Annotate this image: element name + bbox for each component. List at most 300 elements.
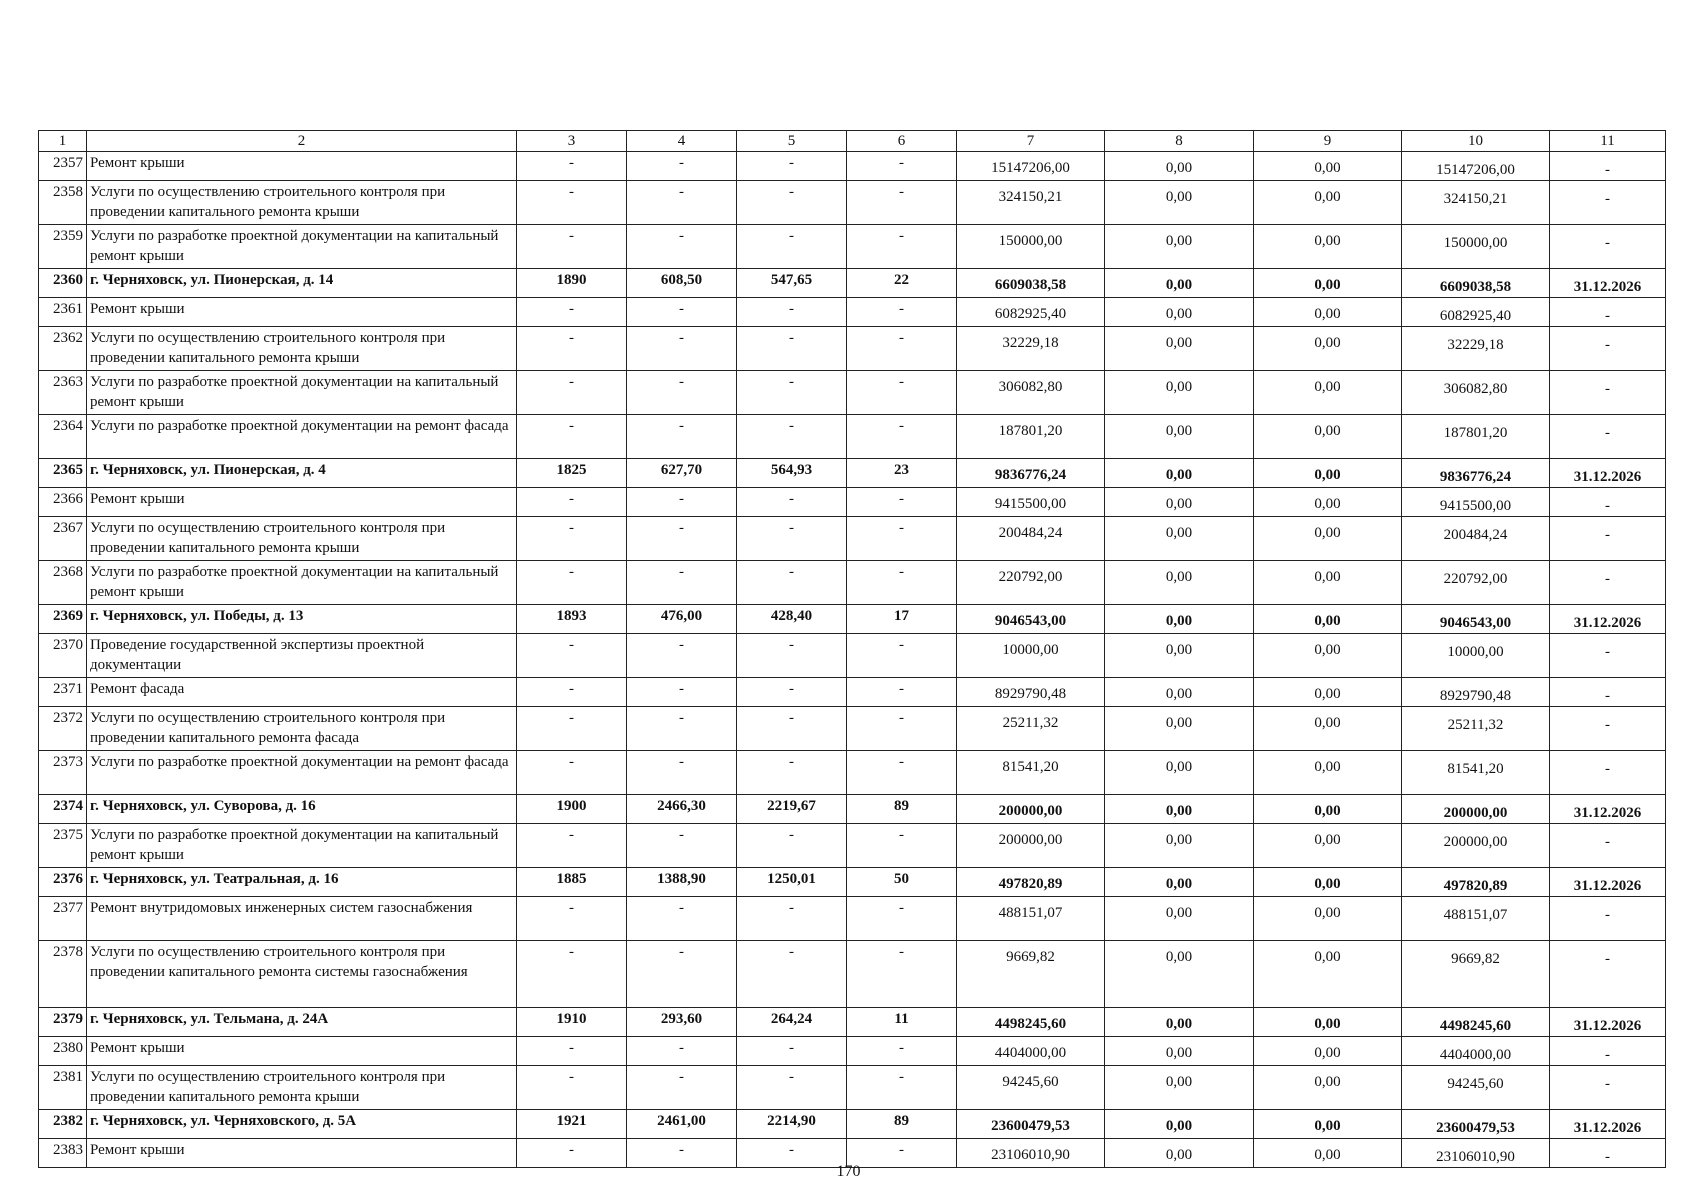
total-cost-cell: 8929790,48: [957, 678, 1105, 707]
regional-funds-cell: 0,00: [1254, 678, 1402, 707]
total-area-cell: -: [627, 1066, 737, 1110]
living-area-cell: -: [737, 941, 847, 1008]
federal-funds-cell: 0,00: [1105, 327, 1254, 371]
column-header: 4: [627, 131, 737, 152]
completion-date-cell: -: [1550, 371, 1666, 415]
completion-date-cell: -: [1550, 488, 1666, 517]
federal-funds-cell: 0,00: [1105, 225, 1254, 269]
work-item-row: [39, 897, 1666, 941]
owners-funds-cell: 220792,00: [1402, 561, 1550, 605]
living-area-cell: -: [737, 152, 847, 181]
total-area-cell: -: [627, 327, 737, 371]
total-area-cell: -: [627, 678, 737, 707]
completion-date-cell: -: [1550, 517, 1666, 561]
owners-funds-cell: 94245,60: [1402, 1066, 1550, 1110]
row-number-cell: 2357: [39, 152, 87, 181]
work-item-row: [39, 561, 1666, 605]
total-area-cell: -: [627, 634, 737, 678]
row-number-cell: 2364: [39, 415, 87, 459]
completion-date-cell: -: [1550, 561, 1666, 605]
living-area-cell: 2214,90: [737, 1110, 847, 1139]
row-number-cell: 2379: [39, 1008, 87, 1037]
total-cost-cell: 306082,80: [957, 371, 1105, 415]
owners-funds-cell: 9669,82: [1402, 941, 1550, 1008]
total-cost-cell: 6609038,58: [957, 269, 1105, 298]
completion-date-cell: 31.12.2026: [1550, 605, 1666, 634]
regional-funds-cell: 0,00: [1254, 824, 1402, 868]
living-area-cell: -: [737, 751, 847, 795]
federal-funds-cell: 0,00: [1105, 868, 1254, 897]
work-description-cell: Ремонт крыши: [87, 1139, 517, 1168]
work-description-cell: Услуги по разработке проектной документации на ремонт фасада: [87, 415, 517, 459]
federal-funds-cell: 0,00: [1105, 1008, 1254, 1037]
work-item-row: [39, 1066, 1666, 1110]
address-row: [39, 868, 1666, 897]
repair-program-table: [38, 130, 1666, 1168]
year-built-cell: 1825: [517, 459, 627, 488]
living-area-cell: -: [737, 634, 847, 678]
regional-funds-cell: 0,00: [1254, 707, 1402, 751]
federal-funds-cell: 0,00: [1105, 152, 1254, 181]
residents-count-cell: -: [847, 897, 957, 941]
federal-funds-cell: 0,00: [1105, 751, 1254, 795]
total-area-cell: 1388,90: [627, 868, 737, 897]
total-area-cell: -: [627, 371, 737, 415]
residents-count-cell: -: [847, 488, 957, 517]
work-description-cell: г. Черняховск, ул. Пионерская, д. 14: [87, 269, 517, 298]
completion-date-cell: 31.12.2026: [1550, 1110, 1666, 1139]
residents-count-cell: -: [847, 327, 957, 371]
regional-funds-cell: 0,00: [1254, 605, 1402, 634]
work-item-row: [39, 181, 1666, 225]
federal-funds-cell: 0,00: [1105, 298, 1254, 327]
total-area-cell: -: [627, 707, 737, 751]
work-item-row: [39, 634, 1666, 678]
year-built-cell: -: [517, 488, 627, 517]
residents-count-cell: 23: [847, 459, 957, 488]
owners-funds-cell: 488151,07: [1402, 897, 1550, 941]
total-area-cell: 627,70: [627, 459, 737, 488]
residents-count-cell: -: [847, 751, 957, 795]
completion-date-cell: -: [1550, 415, 1666, 459]
total-area-cell: -: [627, 517, 737, 561]
row-number-cell: 2383: [39, 1139, 87, 1168]
total-cost-cell: 81541,20: [957, 751, 1105, 795]
living-area-cell: -: [737, 181, 847, 225]
work-description-cell: Ремонт крыши: [87, 1037, 517, 1066]
residents-count-cell: -: [847, 181, 957, 225]
total-area-cell: -: [627, 225, 737, 269]
total-area-cell: 2461,00: [627, 1110, 737, 1139]
total-cost-cell: 23600479,53: [957, 1110, 1105, 1139]
work-description-cell: Услуги по разработке проектной документации на капитальный ремонт крыши: [87, 225, 517, 269]
total-area-cell: 293,60: [627, 1008, 737, 1037]
total-area-cell: -: [627, 1139, 737, 1168]
row-number-cell: 2381: [39, 1066, 87, 1110]
year-built-cell: -: [517, 824, 627, 868]
row-number-cell: 2376: [39, 868, 87, 897]
living-area-cell: 564,93: [737, 459, 847, 488]
work-description-cell: Услуги по осуществлению строительного контроля при проведении капитального ремонта крыши: [87, 327, 517, 371]
work-item-row: [39, 415, 1666, 459]
living-area-cell: -: [737, 517, 847, 561]
address-row: [39, 459, 1666, 488]
total-cost-cell: 25211,32: [957, 707, 1105, 751]
owners-funds-cell: 6609038,58: [1402, 269, 1550, 298]
living-area-cell: 264,24: [737, 1008, 847, 1037]
owners-funds-cell: 6082925,40: [1402, 298, 1550, 327]
federal-funds-cell: 0,00: [1105, 459, 1254, 488]
federal-funds-cell: 0,00: [1105, 707, 1254, 751]
owners-funds-cell: 81541,20: [1402, 751, 1550, 795]
row-number-cell: 2373: [39, 751, 87, 795]
residents-count-cell: -: [847, 225, 957, 269]
residents-count-cell: 89: [847, 1110, 957, 1139]
completion-date-cell: 31.12.2026: [1550, 269, 1666, 298]
completion-date-cell: -: [1550, 152, 1666, 181]
work-item-row: [39, 941, 1666, 1008]
living-area-cell: -: [737, 824, 847, 868]
address-row: [39, 605, 1666, 634]
total-area-cell: -: [627, 298, 737, 327]
regional-funds-cell: 0,00: [1254, 459, 1402, 488]
work-description-cell: Ремонт крыши: [87, 488, 517, 517]
living-area-cell: -: [737, 488, 847, 517]
year-built-cell: -: [517, 707, 627, 751]
year-built-cell: -: [517, 517, 627, 561]
year-built-cell: -: [517, 415, 627, 459]
column-header: 6: [847, 131, 957, 152]
residents-count-cell: -: [847, 1066, 957, 1110]
total-cost-cell: 23106010,90: [957, 1139, 1105, 1168]
year-built-cell: -: [517, 561, 627, 605]
address-row: [39, 269, 1666, 298]
owners-funds-cell: 497820,89: [1402, 868, 1550, 897]
federal-funds-cell: 0,00: [1105, 415, 1254, 459]
row-number-cell: 2367: [39, 517, 87, 561]
work-description-cell: Ремонт фасада: [87, 678, 517, 707]
column-header: 5: [737, 131, 847, 152]
total-cost-cell: 200000,00: [957, 824, 1105, 868]
completion-date-cell: 31.12.2026: [1550, 795, 1666, 824]
federal-funds-cell: 0,00: [1105, 1037, 1254, 1066]
federal-funds-cell: 0,00: [1105, 1066, 1254, 1110]
regional-funds-cell: 0,00: [1254, 371, 1402, 415]
completion-date-cell: -: [1550, 1066, 1666, 1110]
year-built-cell: -: [517, 634, 627, 678]
work-description-cell: Проведение государственной экспертизы проектной документации: [87, 634, 517, 678]
federal-funds-cell: 0,00: [1105, 488, 1254, 517]
total-area-cell: -: [627, 897, 737, 941]
total-cost-cell: 9836776,24: [957, 459, 1105, 488]
work-item-row: [39, 371, 1666, 415]
total-area-cell: -: [627, 941, 737, 1008]
completion-date-cell: -: [1550, 751, 1666, 795]
regional-funds-cell: 0,00: [1254, 751, 1402, 795]
regional-funds-cell: 0,00: [1254, 225, 1402, 269]
completion-date-cell: -: [1550, 298, 1666, 327]
federal-funds-cell: 0,00: [1105, 371, 1254, 415]
row-number-cell: 2359: [39, 225, 87, 269]
completion-date-cell: 31.12.2026: [1550, 1008, 1666, 1037]
residents-count-cell: -: [847, 634, 957, 678]
regional-funds-cell: 0,00: [1254, 517, 1402, 561]
federal-funds-cell: 0,00: [1105, 795, 1254, 824]
page-number: 170: [836, 1163, 861, 1180]
owners-funds-cell: 23106010,90: [1402, 1139, 1550, 1168]
owners-funds-cell: 8929790,48: [1402, 678, 1550, 707]
row-number-cell: 2369: [39, 605, 87, 634]
total-area-cell: -: [627, 152, 737, 181]
total-cost-cell: 9415500,00: [957, 488, 1105, 517]
column-header: 9: [1254, 131, 1402, 152]
work-description-cell: Услуги по осуществлению строительного контроля при проведении капитального ремонта крыши: [87, 181, 517, 225]
federal-funds-cell: 0,00: [1105, 605, 1254, 634]
total-area-cell: 476,00: [627, 605, 737, 634]
total-cost-cell: 6082925,40: [957, 298, 1105, 327]
owners-funds-cell: 324150,21: [1402, 181, 1550, 225]
work-description-cell: г. Черняховск, ул. Театральная, д. 16: [87, 868, 517, 897]
year-built-cell: -: [517, 371, 627, 415]
work-description-cell: г. Черняховск, ул. Тельмана, д. 24А: [87, 1008, 517, 1037]
row-number-cell: 2366: [39, 488, 87, 517]
living-area-cell: -: [737, 298, 847, 327]
residents-count-cell: -: [847, 824, 957, 868]
completion-date-cell: -: [1550, 707, 1666, 751]
living-area-cell: 547,65: [737, 269, 847, 298]
living-area-cell: -: [737, 225, 847, 269]
row-number-cell: 2378: [39, 941, 87, 1008]
work-item-row: [39, 298, 1666, 327]
residents-count-cell: -: [847, 707, 957, 751]
regional-funds-cell: 0,00: [1254, 897, 1402, 941]
year-built-cell: -: [517, 1037, 627, 1066]
work-description-cell: Услуги по разработке проектной документации на капитальный ремонт крыши: [87, 561, 517, 605]
year-built-cell: -: [517, 897, 627, 941]
residents-count-cell: -: [847, 678, 957, 707]
owners-funds-cell: 4404000,00: [1402, 1037, 1550, 1066]
total-area-cell: -: [627, 181, 737, 225]
federal-funds-cell: 0,00: [1105, 1139, 1254, 1168]
owners-funds-cell: 306082,80: [1402, 371, 1550, 415]
column-header: 8: [1105, 131, 1254, 152]
completion-date-cell: 31.12.2026: [1550, 868, 1666, 897]
regional-funds-cell: 0,00: [1254, 152, 1402, 181]
residents-count-cell: -: [847, 941, 957, 1008]
total-cost-cell: 9046543,00: [957, 605, 1105, 634]
residents-count-cell: -: [847, 1037, 957, 1066]
row-number-cell: 2372: [39, 707, 87, 751]
living-area-cell: 2219,67: [737, 795, 847, 824]
total-cost-cell: 497820,89: [957, 868, 1105, 897]
work-item-row: [39, 152, 1666, 181]
work-item-row: [39, 1037, 1666, 1066]
column-header: 10: [1402, 131, 1550, 152]
living-area-cell: -: [737, 1037, 847, 1066]
row-number-cell: 2371: [39, 678, 87, 707]
column-header: 2: [87, 131, 517, 152]
federal-funds-cell: 0,00: [1105, 634, 1254, 678]
year-built-cell: -: [517, 152, 627, 181]
total-cost-cell: 9669,82: [957, 941, 1105, 1008]
year-built-cell: -: [517, 181, 627, 225]
completion-date-cell: -: [1550, 897, 1666, 941]
owners-funds-cell: 9836776,24: [1402, 459, 1550, 488]
total-area-cell: 2466,30: [627, 795, 737, 824]
column-number-header-row: [39, 131, 1666, 152]
work-description-cell: Ремонт крыши: [87, 152, 517, 181]
total-area-cell: -: [627, 488, 737, 517]
owners-funds-cell: 4498245,60: [1402, 1008, 1550, 1037]
work-item-row: [39, 824, 1666, 868]
year-built-cell: -: [517, 1066, 627, 1110]
living-area-cell: 428,40: [737, 605, 847, 634]
residents-count-cell: 11: [847, 1008, 957, 1037]
year-built-cell: 1921: [517, 1110, 627, 1139]
year-built-cell: 1885: [517, 868, 627, 897]
residents-count-cell: 89: [847, 795, 957, 824]
total-area-cell: 608,50: [627, 269, 737, 298]
residents-count-cell: -: [847, 298, 957, 327]
column-header: 7: [957, 131, 1105, 152]
year-built-cell: 1900: [517, 795, 627, 824]
owners-funds-cell: 200484,24: [1402, 517, 1550, 561]
completion-date-cell: -: [1550, 327, 1666, 371]
regional-funds-cell: 0,00: [1254, 1008, 1402, 1037]
regional-funds-cell: 0,00: [1254, 327, 1402, 371]
work-item-row: [39, 225, 1666, 269]
federal-funds-cell: 0,00: [1105, 824, 1254, 868]
living-area-cell: -: [737, 897, 847, 941]
total-cost-cell: 488151,07: [957, 897, 1105, 941]
address-row: [39, 795, 1666, 824]
owners-funds-cell: 150000,00: [1402, 225, 1550, 269]
living-area-cell: 1250,01: [737, 868, 847, 897]
federal-funds-cell: 0,00: [1105, 181, 1254, 225]
federal-funds-cell: 0,00: [1105, 1110, 1254, 1139]
owners-funds-cell: 9415500,00: [1402, 488, 1550, 517]
living-area-cell: -: [737, 415, 847, 459]
row-number-cell: 2380: [39, 1037, 87, 1066]
regional-funds-cell: 0,00: [1254, 941, 1402, 1008]
regional-funds-cell: 0,00: [1254, 795, 1402, 824]
row-number-cell: 2363: [39, 371, 87, 415]
total-cost-cell: 15147206,00: [957, 152, 1105, 181]
completion-date-cell: 31.12.2026: [1550, 459, 1666, 488]
owners-funds-cell: 187801,20: [1402, 415, 1550, 459]
column-header: 11: [1550, 131, 1666, 152]
year-built-cell: -: [517, 941, 627, 1008]
regional-funds-cell: 0,00: [1254, 634, 1402, 678]
completion-date-cell: -: [1550, 634, 1666, 678]
total-cost-cell: 324150,21: [957, 181, 1105, 225]
work-description-cell: г. Черняховск, ул. Пионерская, д. 4: [87, 459, 517, 488]
row-number-cell: 2375: [39, 824, 87, 868]
year-built-cell: -: [517, 298, 627, 327]
year-built-cell: -: [517, 327, 627, 371]
address-row: [39, 1110, 1666, 1139]
row-number-cell: 2382: [39, 1110, 87, 1139]
work-description-cell: Ремонт крыши: [87, 298, 517, 327]
year-built-cell: -: [517, 1139, 627, 1168]
row-number-cell: 2370: [39, 634, 87, 678]
column-header: 1: [39, 131, 87, 152]
residents-count-cell: 50: [847, 868, 957, 897]
owners-funds-cell: 9046543,00: [1402, 605, 1550, 634]
work-item-row: [39, 707, 1666, 751]
work-description-cell: Услуги по осуществлению строительного контроля при проведении капитального ремонта фасада: [87, 707, 517, 751]
year-built-cell: -: [517, 225, 627, 269]
federal-funds-cell: 0,00: [1105, 561, 1254, 605]
row-number-cell: 2358: [39, 181, 87, 225]
residents-count-cell: -: [847, 1139, 957, 1168]
living-area-cell: -: [737, 327, 847, 371]
regional-funds-cell: 0,00: [1254, 1139, 1402, 1168]
total-cost-cell: 150000,00: [957, 225, 1105, 269]
total-cost-cell: 10000,00: [957, 634, 1105, 678]
living-area-cell: -: [737, 371, 847, 415]
total-cost-cell: 32229,18: [957, 327, 1105, 371]
work-item-row: [39, 517, 1666, 561]
regional-funds-cell: 0,00: [1254, 269, 1402, 298]
owners-funds-cell: 200000,00: [1402, 824, 1550, 868]
address-row: [39, 1008, 1666, 1037]
year-built-cell: 1910: [517, 1008, 627, 1037]
regional-funds-cell: 0,00: [1254, 1066, 1402, 1110]
work-item-row: [39, 678, 1666, 707]
residents-count-cell: -: [847, 371, 957, 415]
residents-count-cell: -: [847, 152, 957, 181]
row-number-cell: 2374: [39, 795, 87, 824]
owners-funds-cell: 200000,00: [1402, 795, 1550, 824]
residents-count-cell: -: [847, 561, 957, 605]
row-number-cell: 2368: [39, 561, 87, 605]
regional-funds-cell: 0,00: [1254, 1037, 1402, 1066]
completion-date-cell: -: [1550, 181, 1666, 225]
total-area-cell: -: [627, 751, 737, 795]
completion-date-cell: -: [1550, 1139, 1666, 1168]
federal-funds-cell: 0,00: [1105, 517, 1254, 561]
regional-funds-cell: 0,00: [1254, 868, 1402, 897]
total-cost-cell: 200000,00: [957, 795, 1105, 824]
work-description-cell: г. Черняховск, ул. Черняховского, д. 5А: [87, 1110, 517, 1139]
total-cost-cell: 187801,20: [957, 415, 1105, 459]
row-number-cell: 2361: [39, 298, 87, 327]
total-area-cell: -: [627, 561, 737, 605]
regional-funds-cell: 0,00: [1254, 1110, 1402, 1139]
residents-count-cell: 17: [847, 605, 957, 634]
year-built-cell: 1893: [517, 605, 627, 634]
year-built-cell: -: [517, 751, 627, 795]
row-number-cell: 2365: [39, 459, 87, 488]
completion-date-cell: -: [1550, 941, 1666, 1008]
row-number-cell: 2362: [39, 327, 87, 371]
work-item-row: [39, 327, 1666, 371]
total-cost-cell: 94245,60: [957, 1066, 1105, 1110]
owners-funds-cell: 23600479,53: [1402, 1110, 1550, 1139]
regional-funds-cell: 0,00: [1254, 561, 1402, 605]
residents-count-cell: -: [847, 517, 957, 561]
total-cost-cell: 4404000,00: [957, 1037, 1105, 1066]
regional-funds-cell: 0,00: [1254, 298, 1402, 327]
year-built-cell: -: [517, 678, 627, 707]
work-description-cell: Услуги по осуществлению строительного контроля при проведении капитального ремонта крыши: [87, 1066, 517, 1110]
completion-date-cell: -: [1550, 678, 1666, 707]
work-description-cell: Услуги по разработке проектной документации на капитальный ремонт крыши: [87, 371, 517, 415]
federal-funds-cell: 0,00: [1105, 897, 1254, 941]
work-item-row: [39, 751, 1666, 795]
total-area-cell: -: [627, 824, 737, 868]
